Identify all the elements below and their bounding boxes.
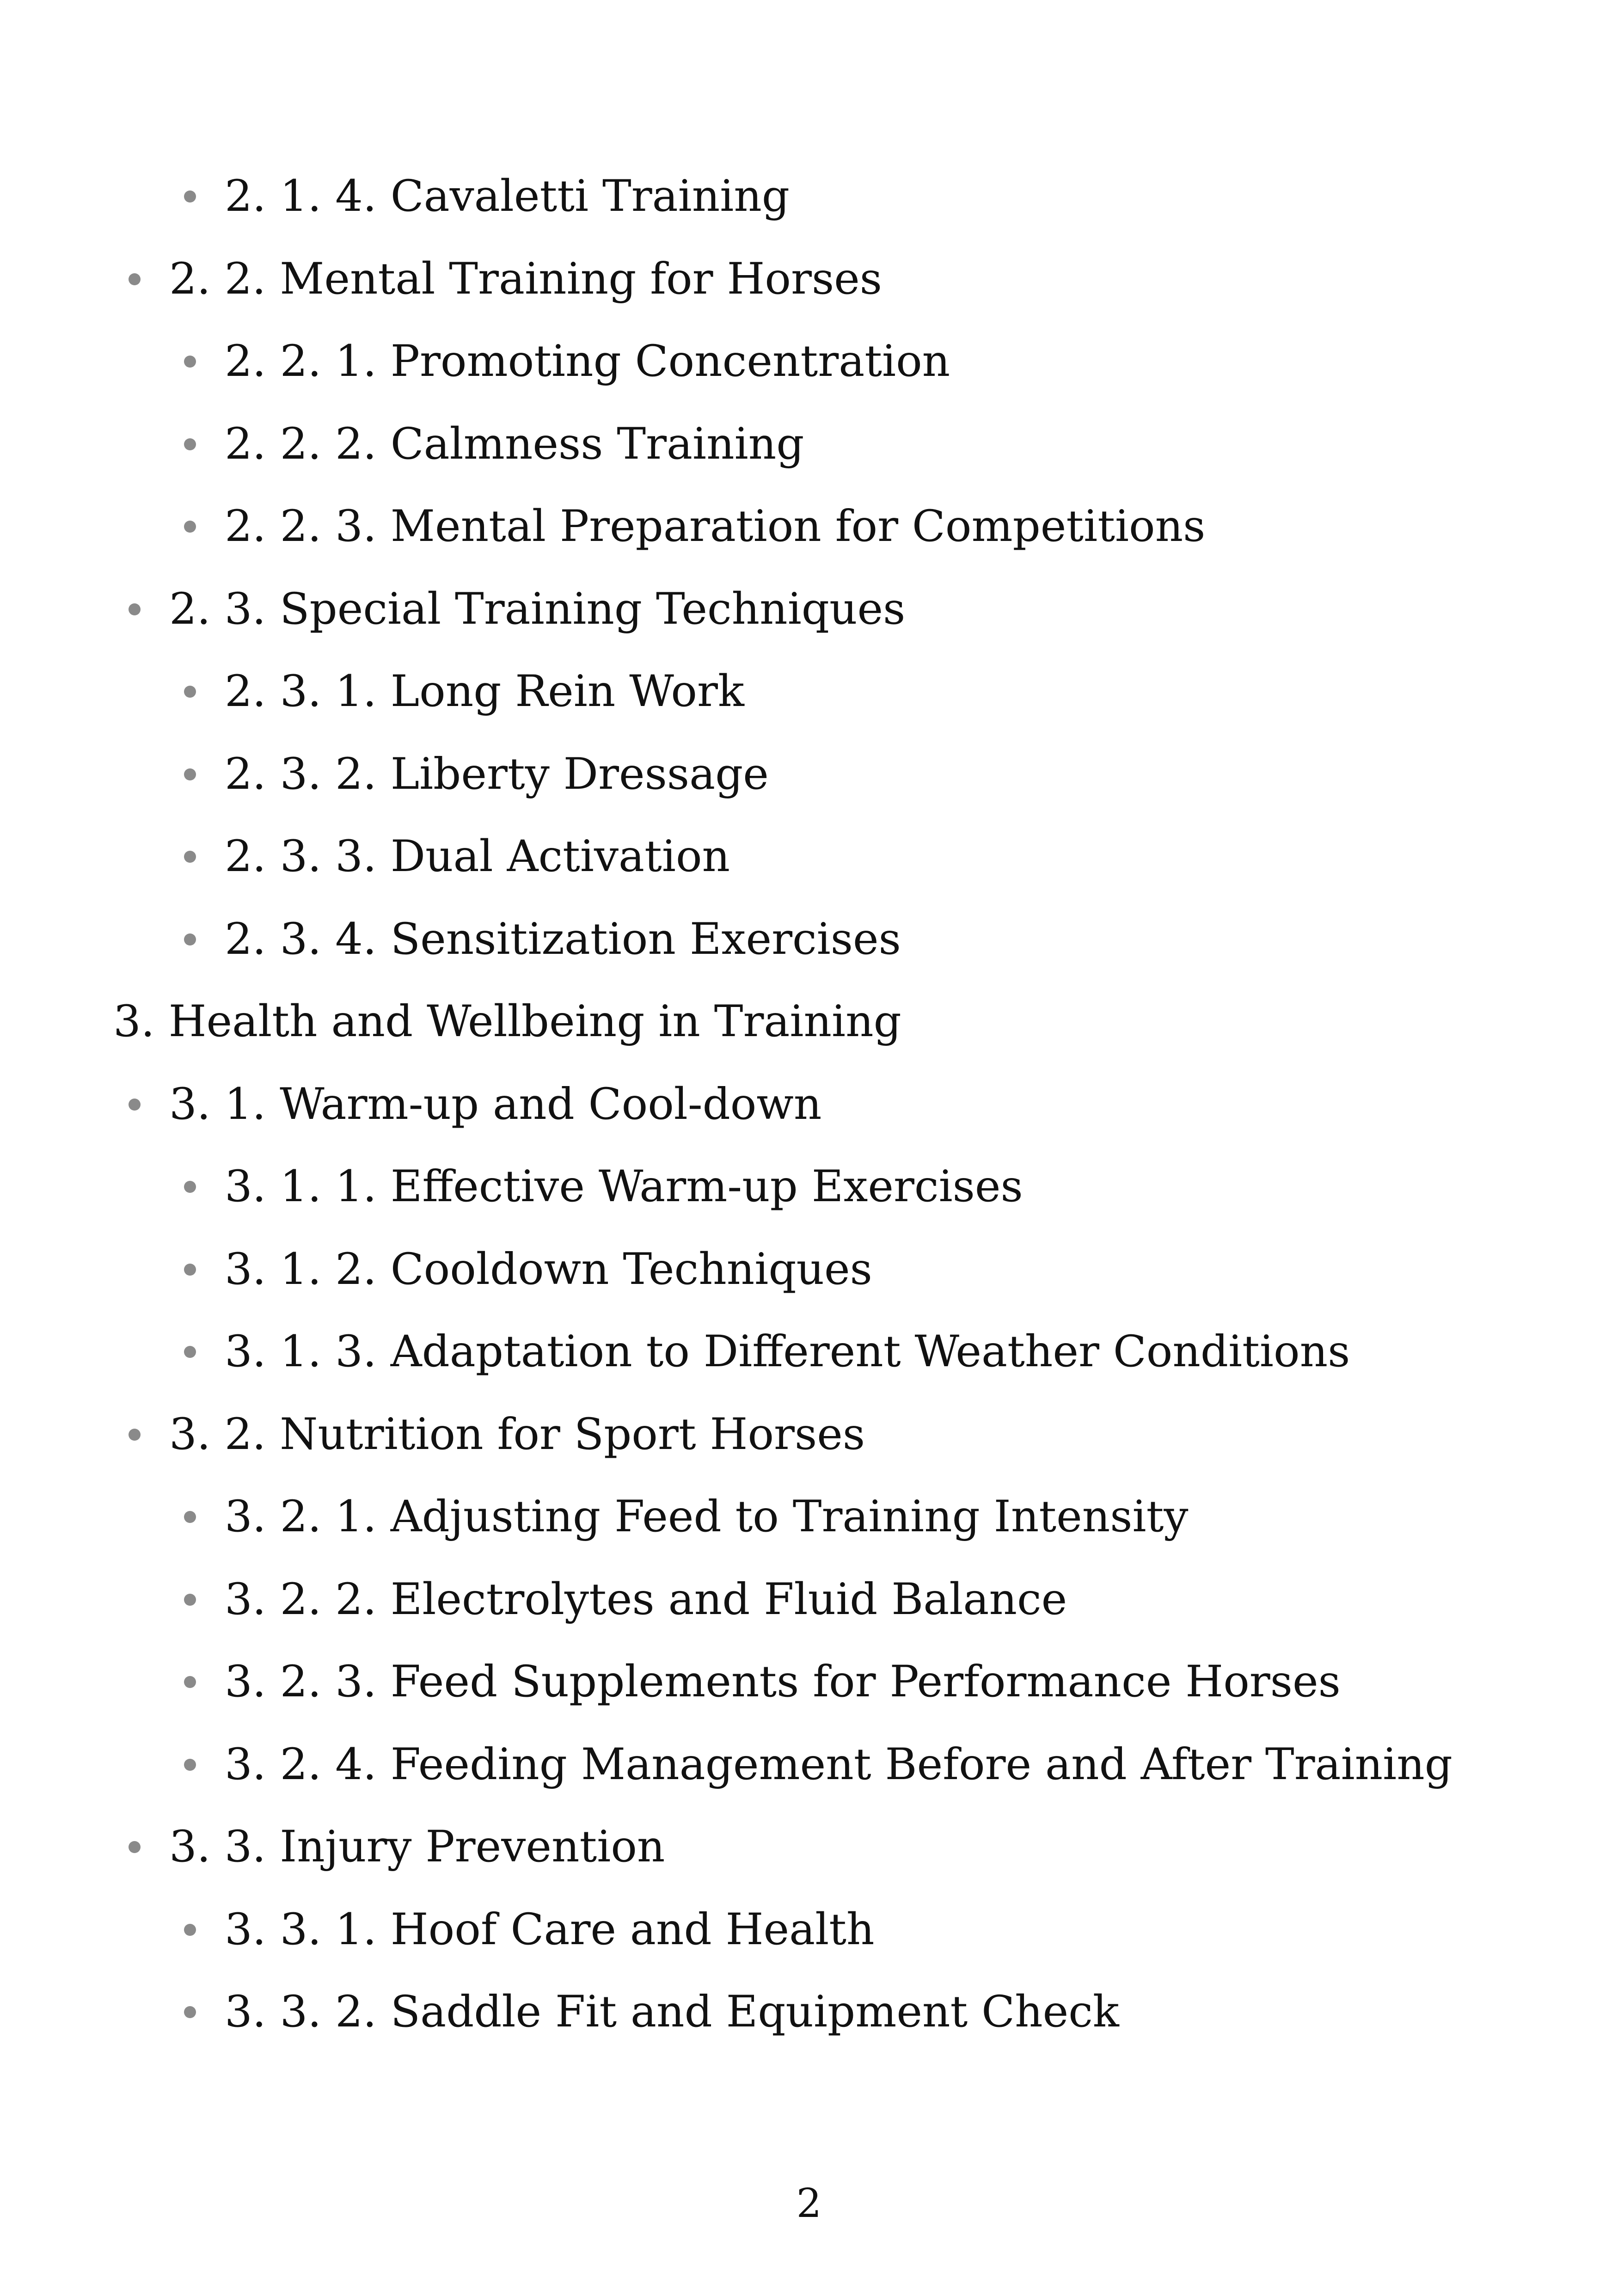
bullet-icon <box>184 933 196 945</box>
bullet-icon <box>129 1841 141 1853</box>
bullet-icon <box>129 273 141 285</box>
bullet-icon <box>184 1181 196 1193</box>
bullet-icon <box>184 768 196 780</box>
toc-entry-text: 3. 1. 3. Adaptation to Different Weather Conditions <box>225 1326 1350 1377</box>
toc-entry-text: 3. 1. 1. Effective Warm-up Exercises <box>225 1161 1023 1212</box>
toc-entry-text: 3. Health and Wellbeing in Training <box>113 996 901 1047</box>
toc-entry-text: 2. 2. 2. Calmness Training <box>225 419 804 469</box>
bullet-icon <box>184 356 196 368</box>
bullet-icon <box>184 1594 196 1606</box>
toc-entry-text: 3. 3. Injury Prevention <box>169 1822 665 1872</box>
bullet-icon <box>184 1346 196 1358</box>
toc-entry-text: 3. 2. Nutrition for Sport Horses <box>169 1409 865 1460</box>
toc-entry-text: 3. 3. 1. Hoof Care and Health <box>225 1904 875 1955</box>
bullet-icon <box>129 603 141 615</box>
toc-entry-text: 2. 2. Mental Training for Horses <box>169 254 883 304</box>
toc-entry-text: 2. 3. 1. Long Rein Work <box>225 666 744 717</box>
toc-entry-text: 2. 3. 2. Liberty Dressage <box>225 749 769 799</box>
bullet-icon <box>129 1429 141 1441</box>
bullet-icon <box>184 1264 196 1276</box>
toc-entry-text: 2. 1. 4. Cavaletti Training <box>225 171 790 221</box>
toc-entry-text: 3. 2. 2. Electrolytes and Fluid Balance <box>225 1574 1067 1625</box>
bullet-icon <box>129 1099 141 1111</box>
bullet-icon <box>184 2006 196 2018</box>
bullet-icon <box>184 1511 196 1523</box>
toc-entry-text: 2. 2. 3. Mental Preparation for Competitions <box>225 501 1206 552</box>
page-number: 2 <box>796 2180 822 2227</box>
bullet-icon <box>184 1759 196 1771</box>
toc-entry-text: 3. 1. Warm-up and Cool-down <box>169 1079 822 1130</box>
bullet-icon <box>184 851 196 863</box>
toc-entry-text: 2. 3. 3. Dual Activation <box>225 831 730 882</box>
toc-entry-text: 3. 2. 4. Feeding Management Before and After Training <box>225 1739 1453 1790</box>
bullet-icon <box>184 521 196 533</box>
toc-entry-text: 2. 3. Special Training Techniques <box>169 584 906 634</box>
bullet-icon <box>184 1676 196 1688</box>
toc-entry-text: 3. 1. 2. Cooldown Techniques <box>225 1244 872 1295</box>
bullet-icon <box>184 190 196 203</box>
toc-entry-text: 3. 2. 3. Feed Supplements for Performance Horses <box>225 1657 1341 1707</box>
bullet-icon <box>184 1924 196 1936</box>
bullet-icon <box>184 438 196 450</box>
bullet-icon <box>184 686 196 698</box>
toc-entry-text: 3. 3. 2. Saddle Fit and Equipment Check <box>225 1987 1119 2037</box>
toc-entry-text: 3. 2. 1. Adjusting Feed to Training Intensity <box>225 1492 1189 1542</box>
toc-entry-text: 2. 2. 1. Promoting Concentration <box>225 336 950 387</box>
toc-entry-text: 2. 3. 4. Sensitization Exercises <box>225 914 901 964</box>
